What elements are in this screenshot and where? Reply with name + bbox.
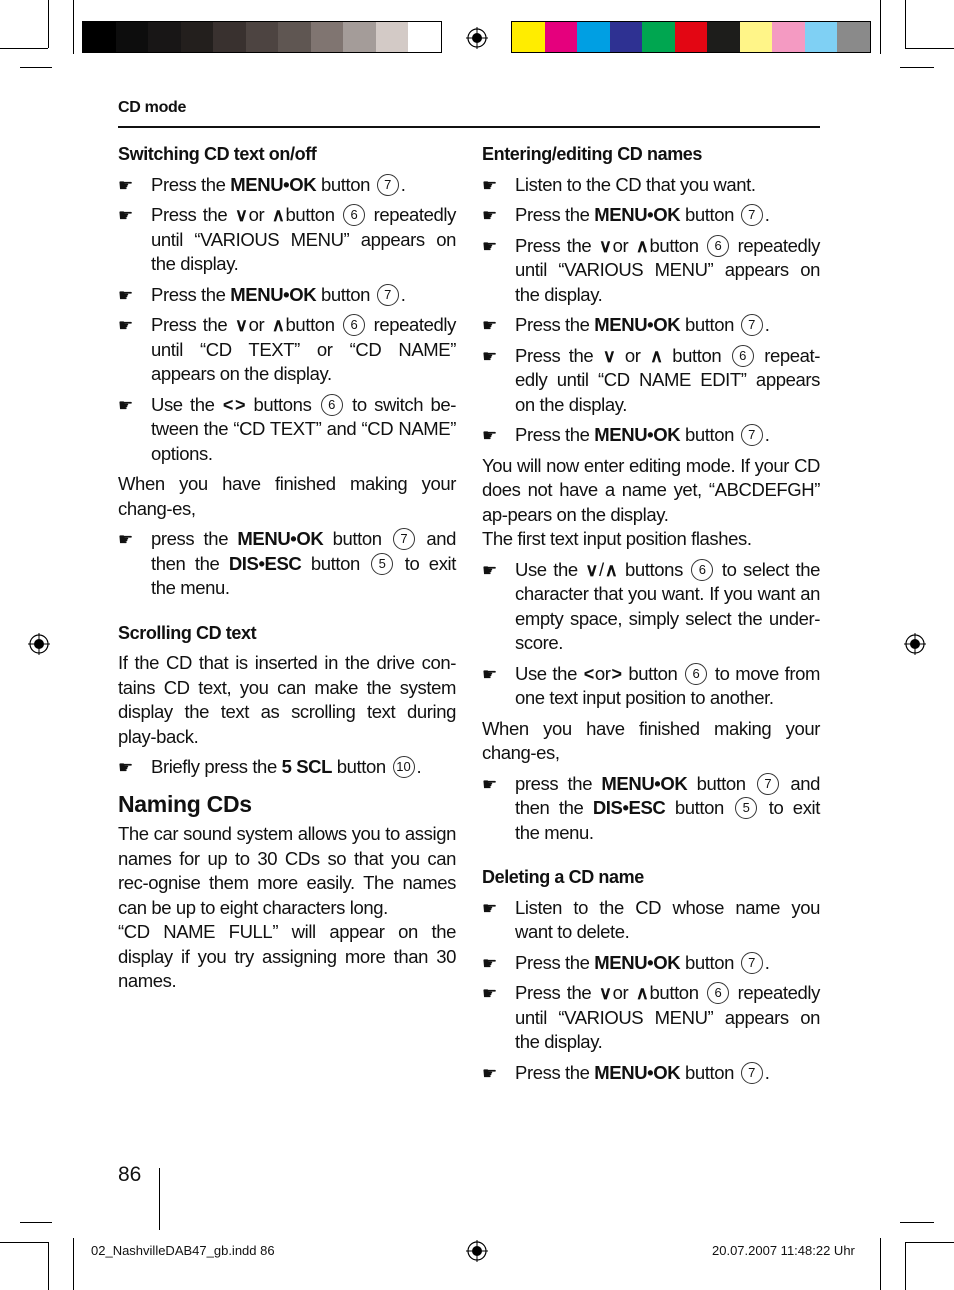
right-arrow-icon: > — [611, 663, 622, 684]
pointing-hand-icon: ☛ — [482, 774, 497, 794]
button-number-badge: 6 — [685, 663, 707, 685]
left-arrow-icon: < — [583, 663, 594, 684]
down-arrow-icon: ∨ — [234, 315, 248, 335]
section-title: Deleting a CD name — [482, 867, 644, 887]
button-number-badge: 7 — [741, 1062, 763, 1084]
list-item: ☛ Listen to the CD whose name you want to delete. — [482, 896, 820, 942]
pointing-hand-icon: ☛ — [482, 316, 497, 335]
button-number-badge: 6 — [321, 394, 343, 416]
color-swatch — [408, 22, 441, 52]
pointing-hand-icon: ☛ — [482, 206, 497, 225]
running-head: CD mode — [118, 99, 187, 116]
registration-mark-icon — [28, 633, 50, 655]
crop-mark — [880, 1238, 881, 1290]
pointing-hand-icon: ☛ — [482, 664, 497, 684]
pointing-hand-icon: ☛ — [118, 758, 133, 777]
color-swatch — [545, 22, 578, 52]
button-number-badge: 6 — [732, 345, 754, 367]
list-item: ☛ Press the MENU•OK button 7 . — [482, 1061, 820, 1086]
crop-mark — [905, 48, 954, 49]
button-number-badge: 7 — [741, 424, 763, 446]
up-arrow-icon: ∧ — [604, 559, 618, 580]
pointing-hand-icon: ☛ — [118, 206, 133, 225]
button-number-badge: 7 — [377, 284, 399, 306]
color-swatch — [343, 22, 376, 52]
color-swatch — [311, 22, 344, 52]
pointing-hand-icon: ☛ — [482, 175, 497, 195]
registration-mark-icon — [904, 633, 926, 655]
up-arrow-icon: ∧ — [635, 983, 649, 1003]
color-swatch — [577, 22, 610, 52]
color-swatch — [376, 22, 409, 52]
button-number-badge: 6 — [707, 982, 729, 1004]
crop-mark — [0, 1242, 48, 1243]
crop-mark — [900, 67, 934, 68]
list-item: ☛ Press the MENU•OK button 7 . — [482, 423, 820, 448]
button-number-badge: 5 — [371, 553, 393, 575]
crop-mark — [48, 1242, 49, 1290]
color-swatch — [83, 22, 116, 52]
down-arrow-icon: ∨ — [585, 559, 598, 580]
crop-mark — [0, 48, 48, 49]
button-number-badge: 7 — [393, 528, 415, 550]
paragraph: The first text input position flashes. — [482, 528, 752, 549]
paragraph: When you have finished making your chang-es, — [118, 473, 456, 519]
grayscale-bar — [82, 21, 442, 53]
right-arrow-icon: > — [235, 394, 246, 415]
crop-mark — [20, 67, 52, 68]
button-number-badge: 6 — [691, 559, 713, 581]
color-swatch — [278, 22, 311, 52]
pointing-hand-icon: ☛ — [482, 560, 497, 580]
crop-mark — [48, 0, 49, 48]
down-arrow-icon: ∨ — [598, 235, 612, 256]
paragraph: If the CD that is inserted in the drive con-tains CD text, you can make the system display the text as scrolling text during play-back. — [118, 652, 456, 747]
crop-mark — [73, 0, 74, 54]
section-title: Scrolling CD text — [118, 622, 257, 643]
color-swatch — [246, 22, 279, 52]
down-arrow-icon: ∨ — [598, 983, 612, 1003]
button-number-badge: 7 — [757, 773, 779, 795]
color-swatch — [837, 22, 870, 52]
down-arrow-icon: ∨ — [234, 205, 248, 225]
paragraph: When you have finished making your chang-es, — [482, 717, 820, 763]
button-number-badge: 6 — [343, 314, 365, 336]
list-item: ☛ Use the < > buttons 6 to switch be-tween the “CD TEXT” and “CD NAME” options. — [118, 393, 457, 464]
list-item: ☛ Press the MENU•OK button 7 . — [482, 313, 820, 338]
list-item: ☛ Listen to the CD that you want. — [482, 173, 820, 198]
pointing-hand-icon: ☛ — [482, 1063, 497, 1083]
crop-mark — [905, 0, 906, 48]
crop-mark — [905, 1242, 954, 1243]
registration-mark-icon — [466, 1240, 488, 1262]
list-item: ☛ Press the ∨or ∧button 6 repeatedly until “VARIOUS MENU” appears on the display. — [482, 234, 820, 305]
list-item: ☛ Press the MENU•OK button 7 . — [482, 951, 820, 976]
pointing-hand-icon: ☛ — [482, 426, 497, 445]
paragraph: You will now enter editing mode. If your CD does not have a name yet, “ABCDEFGH” ap-pears on the display. — [482, 454, 820, 525]
button-number-badge: 10 — [393, 756, 415, 778]
crop-mark — [20, 1222, 52, 1223]
button-number-badge: 5 — [735, 797, 757, 819]
list-item: ☛ Press the ∨ or ∧ button 6 repeat-edly until “CD NAME EDIT” appears on the display. — [482, 344, 821, 415]
left-arrow-icon: < — [222, 394, 234, 415]
color-swatch — [610, 22, 643, 52]
color-swatch — [512, 22, 545, 52]
right-column — [482, 142, 820, 1091]
color-swatch — [116, 22, 149, 52]
button-number-badge: 7 — [741, 314, 763, 336]
color-swatch — [148, 22, 181, 52]
pointing-hand-icon: ☛ — [482, 984, 497, 1003]
header-rule — [118, 126, 820, 128]
color-swatch — [642, 22, 675, 52]
button-number-badge: 7 — [741, 204, 763, 226]
color-bar — [511, 21, 871, 53]
paragraph: “CD NAME FULL” will appear on the display if you try assigning more than 30 names. — [118, 921, 456, 991]
footer-filename: 02_NashvilleDAB47_gb.indd 86 — [91, 1243, 275, 1258]
pointing-hand-icon: ☛ — [482, 346, 497, 366]
button-number-badge: 7 — [377, 174, 399, 196]
down-arrow-icon: ∨ — [602, 345, 616, 366]
color-swatch — [707, 22, 740, 52]
pointing-hand-icon: ☛ — [482, 898, 497, 918]
registration-mark-icon — [466, 27, 488, 49]
pointing-hand-icon: ☛ — [118, 530, 133, 549]
pointing-hand-icon: ☛ — [118, 285, 133, 305]
color-swatch — [675, 22, 708, 52]
list-item: ☛ Use the ∨/∧ buttons 6 to select the character that you want. If you want an empty space, simply select the under-score. — [482, 558, 820, 653]
pointing-hand-icon: ☛ — [118, 316, 133, 335]
list-item: ☛ Use the <or> button 6 to move from one text input position to another. — [482, 662, 820, 708]
list-item: ☛ Press the ∨or ∧button 6 repeatedly until “CD TEXT” or “CD NAME” appears on the display. — [118, 314, 456, 384]
color-swatch — [181, 22, 214, 52]
up-arrow-icon: ∧ — [271, 205, 285, 225]
section-title: Entering/editing CD names — [482, 144, 703, 164]
color-swatch — [805, 22, 838, 52]
crop-mark — [73, 1238, 74, 1290]
pointing-hand-icon: ☛ — [118, 175, 133, 195]
left-column — [118, 142, 456, 1000]
up-arrow-icon: ∧ — [271, 315, 285, 335]
list-item: ☛ Press the MENU•OK button 7 . — [118, 173, 456, 198]
button-number-badge: 7 — [741, 952, 763, 974]
color-swatch — [213, 22, 246, 52]
list-item: ☛ press the MENU•OK button 7 and then the DIS•ESC button 5 to exit the menu. — [482, 772, 820, 843]
pointing-hand-icon: ☛ — [482, 953, 497, 973]
list-item: ☛ Press the ∨or ∧button 6 repeatedly until “VARIOUS MENU” appears on the display. — [482, 982, 820, 1052]
color-swatch — [740, 22, 773, 52]
color-swatch — [772, 22, 805, 52]
chapter-heading: Naming CDs — [118, 790, 252, 817]
section-title: Switching CD text on/off — [118, 144, 317, 164]
page-divider — [159, 1168, 160, 1230]
up-arrow-icon: ∧ — [635, 235, 649, 256]
pointing-hand-icon: ☛ — [118, 395, 133, 415]
list-item: ☛ press the MENU•OK button 7 and then the DIS•ESC button 5 to exit the menu. — [118, 528, 456, 598]
button-number-badge: 6 — [707, 235, 729, 257]
footer-timestamp: 20.07.2007 11:48:22 Uhr — [712, 1243, 855, 1258]
list-item: ☛ Press the ∨or ∧button 6 repeatedly until “VARIOUS MENU” appears on the display. — [118, 204, 456, 274]
crop-mark — [880, 0, 881, 54]
page-number: 86 — [118, 1163, 142, 1186]
list-item: ☛ Press the MENU•OK button 7 . — [118, 283, 456, 308]
crop-mark — [900, 1222, 934, 1223]
up-arrow-icon: ∧ — [650, 345, 663, 366]
list-item: ☛ Briefly press the 5 SCL button 10 . — [118, 755, 456, 780]
pointing-hand-icon: ☛ — [482, 236, 497, 256]
button-number-badge: 6 — [343, 204, 365, 226]
list-item: ☛ Press the MENU•OK button 7 . — [482, 203, 820, 228]
crop-mark — [905, 1242, 906, 1290]
paragraph: The car sound system allows you to assign names for up to 30 CDs so that you can rec-ognise them more easily. The names can be up to eight characters long. — [118, 823, 456, 918]
